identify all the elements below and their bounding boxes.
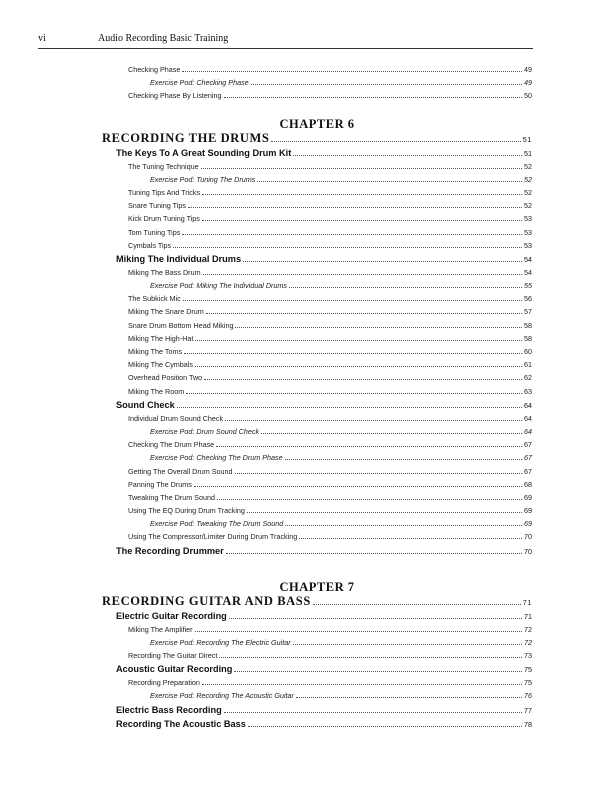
toc-subsection-entry[interactable] xyxy=(102,186,532,199)
toc-page-number: 58 xyxy=(524,333,532,343)
dot-leader xyxy=(224,712,522,713)
toc-page-number: 71 xyxy=(522,597,532,607)
toc-subsection-entry[interactable] xyxy=(102,623,532,636)
dot-leader xyxy=(299,538,522,539)
toc-page-number: 52 xyxy=(524,161,532,171)
toc-page-number: 58 xyxy=(524,320,532,330)
toc-entry-title: Miking The Bass Drum xyxy=(128,267,201,277)
toc-page-number: 67 xyxy=(524,466,532,476)
toc-entry-title: Miking The Individual Drums xyxy=(116,253,242,264)
toc-entry-title: Exercise Pod: Checking The Drum Phase xyxy=(150,453,283,463)
toc-page-number: 67 xyxy=(524,440,532,450)
dot-leader xyxy=(204,379,522,380)
chapter-title-entry[interactable] xyxy=(102,131,532,146)
dot-leader xyxy=(183,300,522,301)
toc-subsection-entry[interactable] xyxy=(102,530,532,543)
toc-subsection-entry[interactable] xyxy=(102,199,532,212)
toc-page-number: 52 xyxy=(524,201,532,211)
toc-subsection-entry[interactable] xyxy=(102,332,532,345)
toc-entry-title: Sound Check xyxy=(116,399,175,410)
toc-entry-title: Checking Phase By Listening xyxy=(128,91,222,101)
toc-page-number: 75 xyxy=(524,678,532,688)
toc-page-number: 64 xyxy=(524,400,532,410)
dot-leader xyxy=(225,420,522,421)
dot-leader xyxy=(182,234,522,235)
dot-leader xyxy=(235,473,522,474)
toc-entry-title: Miking The Cymbals xyxy=(128,360,193,370)
dot-leader xyxy=(194,486,522,487)
toc-entry-title: Exercise Pod: Recording The Electric Guitar xyxy=(150,637,291,647)
dot-leader xyxy=(285,459,522,460)
toc-exercise-entry[interactable] xyxy=(102,517,532,530)
toc-entry-title: Checking The Drum Phase xyxy=(128,440,215,450)
dot-leader xyxy=(251,84,522,85)
toc-subsection-entry[interactable] xyxy=(102,305,532,318)
toc-entry-title: Cymbals Tips xyxy=(128,240,172,250)
dot-leader xyxy=(229,618,522,619)
toc-section-entry[interactable] xyxy=(102,398,532,412)
running-header xyxy=(38,33,533,49)
toc-entry-title: Miking The Snare Drum xyxy=(128,307,204,317)
toc-page-number: 53 xyxy=(524,240,532,250)
toc-exercise-entry[interactable] xyxy=(102,689,532,702)
toc-page-number: 78 xyxy=(524,719,532,729)
toc-page-number: 60 xyxy=(524,347,532,356)
toc-subsection-entry[interactable] xyxy=(102,358,532,371)
toc-subsection-entry[interactable] xyxy=(102,491,532,504)
dot-leader xyxy=(313,604,521,605)
toc-exercise-entry[interactable] xyxy=(102,173,532,186)
chapter-title-entry[interactable] xyxy=(102,594,532,609)
toc-page-number: 72 xyxy=(524,624,532,634)
toc-entry-title: Recording The Acoustic Bass xyxy=(116,718,246,729)
dot-leader xyxy=(195,340,522,341)
toc-section-entry[interactable] xyxy=(102,609,532,623)
dot-leader xyxy=(201,168,522,169)
chapter-label: CHAPTER 7 xyxy=(279,579,355,594)
dot-leader xyxy=(285,525,522,526)
toc-exercise-entry[interactable] xyxy=(102,451,532,464)
toc-exercise-entry[interactable] xyxy=(102,76,532,89)
toc-entry-title: Snare Tuning Tips xyxy=(128,201,186,211)
toc-subsection-entry[interactable] xyxy=(102,212,532,225)
toc-subsection-entry[interactable] xyxy=(102,371,532,384)
toc-entry-title: Miking The Amplifier xyxy=(128,624,193,634)
dot-leader xyxy=(235,327,522,328)
dot-leader xyxy=(219,657,522,658)
toc-subsection-entry[interactable] xyxy=(102,160,532,173)
toc-entry-title: The Recording Drummer xyxy=(116,545,224,556)
toc-page-number: 52 xyxy=(524,187,532,197)
toc-entry-title: Exercise Pod: Drum Sound Check xyxy=(150,426,260,436)
toc-entry-title: Using The Compressor/Limiter During Drum Tracking xyxy=(128,532,298,542)
chapter-label: CHAPTER 6 xyxy=(279,116,355,131)
chapter-title: RECORDING THE DRUMS xyxy=(102,130,270,145)
toc-entry-title: Miking The High-Hat xyxy=(128,333,194,343)
toc-page-number: 77 xyxy=(524,705,532,715)
toc-page-number: 64 xyxy=(524,413,532,423)
dot-leader xyxy=(186,393,522,394)
toc-page-number: 69 xyxy=(524,519,532,529)
toc-entry-title: Tuning Tips And Tricks xyxy=(128,187,201,197)
toc-page-number: 52 xyxy=(524,174,532,184)
toc-page-number: 64 xyxy=(524,426,532,436)
toc-entry-title: Checking Phase xyxy=(128,65,181,74)
toc-entry-title: Kick Drum Tuning Tips xyxy=(128,214,200,224)
toc-page-number: 53 xyxy=(524,227,532,237)
toc-entry-title: Miking The Toms xyxy=(128,347,183,356)
dot-leader xyxy=(173,247,522,248)
toc-page-number: 71 xyxy=(524,611,532,621)
dot-leader xyxy=(203,274,522,275)
toc-page-number: 67 xyxy=(524,453,532,463)
running-title: Audio Recording Basic Training xyxy=(98,33,229,44)
dot-leader xyxy=(293,155,522,156)
toc-page-number: 70 xyxy=(524,532,532,542)
dot-leader xyxy=(234,671,522,672)
toc-section-entry[interactable] xyxy=(102,146,532,160)
toc-page-number: 51 xyxy=(522,134,532,144)
toc-entry-title: Exercise Pod: Checking Phase xyxy=(150,78,249,88)
toc-subsection-entry[interactable] xyxy=(102,89,532,102)
toc-page-number: 54 xyxy=(524,267,532,277)
dot-leader xyxy=(217,499,522,500)
toc-page-number: 50 xyxy=(524,91,532,101)
toc-entry-title: Getting The Overall Drum Sound xyxy=(128,466,233,476)
chapter-title: RECORDING GUITAR AND BASS xyxy=(102,593,311,608)
dot-leader xyxy=(195,631,522,632)
dot-leader xyxy=(271,141,520,142)
dot-leader xyxy=(195,366,522,367)
toc-subsection-entry[interactable] xyxy=(102,385,532,398)
toc-exercise-entry[interactable] xyxy=(102,425,532,438)
toc-entry-title: Exercise Pod: Recording The Acoustic Guitar xyxy=(150,691,294,701)
dot-leader xyxy=(257,181,522,182)
toc-page-number: 54 xyxy=(524,254,532,264)
page-number: vi xyxy=(38,33,46,44)
toc-entry-title: Tom Tuning Tips xyxy=(128,227,181,237)
toc-page-number: 49 xyxy=(524,65,532,74)
toc-entry-title: Exercise Pod: Miking The Individual Drums xyxy=(150,281,288,291)
dot-leader xyxy=(224,97,523,98)
toc-entry-title: Exercise Pod: Tuning The Drums xyxy=(150,174,256,184)
dot-leader xyxy=(261,433,522,434)
toc-subsection-entry[interactable] xyxy=(102,412,532,425)
toc-subsection-entry[interactable] xyxy=(102,676,532,689)
toc-entry-title: Tweaking The Drum Sound xyxy=(128,492,215,502)
toc-entry-title: The Tuning Technique xyxy=(128,161,199,171)
toc-entry-title: Recording The Guitar Direct xyxy=(128,651,218,660)
table-of-contents xyxy=(102,63,532,731)
toc-subsection-entry[interactable] xyxy=(102,649,532,662)
toc-page-number: 63 xyxy=(524,386,532,396)
dot-leader xyxy=(248,726,522,727)
dot-leader xyxy=(206,313,522,314)
toc-exercise-entry[interactable] xyxy=(102,636,532,649)
dot-leader xyxy=(226,553,522,554)
toc-page-number: 72 xyxy=(524,637,532,647)
toc-entry-title: The Subkick Mic xyxy=(128,294,181,304)
toc-section-entry[interactable] xyxy=(102,252,532,266)
toc-subsection-entry[interactable] xyxy=(102,266,532,279)
toc-page-number: 69 xyxy=(524,506,532,516)
toc-page-number: 70 xyxy=(524,546,532,556)
toc-subsection-entry[interactable] xyxy=(102,504,532,517)
toc-entry-title: Panning The Drums xyxy=(128,479,192,489)
toc-page-number: 57 xyxy=(524,307,532,317)
toc-subsection-entry[interactable] xyxy=(102,345,532,358)
dot-leader xyxy=(188,207,522,208)
toc-subsection-entry[interactable] xyxy=(102,226,532,239)
toc-entry-title: Recording Preparation xyxy=(128,678,200,688)
dot-leader xyxy=(184,353,522,354)
toc-entry-title: Using The EQ During Drum Tracking xyxy=(128,506,245,516)
toc-page-number: 73 xyxy=(524,651,532,660)
toc-subsection-entry[interactable] xyxy=(102,63,532,76)
toc-subsection-entry[interactable] xyxy=(102,292,532,305)
toc-entry-title: Snare Drum Bottom Head Miking xyxy=(128,320,234,330)
dot-leader xyxy=(202,220,522,221)
toc-page-number: 62 xyxy=(524,373,532,383)
toc-entry-title: Electric Guitar Recording xyxy=(116,610,227,621)
dot-leader xyxy=(247,512,522,513)
toc-page-number: 56 xyxy=(524,294,532,304)
toc-entry-title: Overhead Position Two xyxy=(128,373,203,383)
toc-subsection-entry[interactable] xyxy=(102,438,532,451)
dot-leader xyxy=(216,446,522,447)
toc-page-number: 53 xyxy=(524,214,532,224)
dot-leader xyxy=(202,194,522,195)
toc-section-entry[interactable] xyxy=(102,703,532,717)
dot-leader xyxy=(289,287,522,288)
toc-subsection-entry[interactable] xyxy=(102,478,532,491)
toc-subsection-entry[interactable] xyxy=(102,239,532,252)
toc-entry-title: The Keys To A Great Sounding Drum Kit xyxy=(116,147,292,158)
toc-page-number: 51 xyxy=(524,148,532,158)
dot-leader xyxy=(182,71,522,72)
toc-page-number: 49 xyxy=(524,78,532,88)
toc-entry-title: Exercise Pod: Tweaking The Drum Sound xyxy=(150,519,284,529)
dot-leader xyxy=(243,261,522,262)
toc-page-number: 69 xyxy=(524,492,532,502)
toc-page-number: 75 xyxy=(524,665,532,675)
toc-entry-title: Electric Bass Recording xyxy=(116,704,222,715)
toc-section-entry[interactable] xyxy=(102,717,532,731)
toc-exercise-entry[interactable] xyxy=(102,279,532,292)
toc-page-number: 76 xyxy=(524,691,532,701)
toc-subsection-entry[interactable] xyxy=(102,319,532,332)
toc-page-number: 68 xyxy=(524,479,532,489)
toc-entry-title: Miking The Room xyxy=(128,386,185,396)
dot-leader xyxy=(296,697,522,698)
toc-section-entry[interactable] xyxy=(102,662,532,676)
toc-entry-title: Individual Drum Sound Check xyxy=(128,413,224,423)
dot-leader xyxy=(293,644,522,645)
toc-page-number: 61 xyxy=(524,360,532,370)
toc-section-entry[interactable] xyxy=(102,544,532,558)
dot-leader xyxy=(177,407,522,408)
toc-subsection-entry[interactable] xyxy=(102,465,532,478)
toc-entry-title: Acoustic Guitar Recording xyxy=(116,664,233,675)
toc-page-number: 55 xyxy=(524,281,532,291)
dot-leader xyxy=(202,684,522,685)
